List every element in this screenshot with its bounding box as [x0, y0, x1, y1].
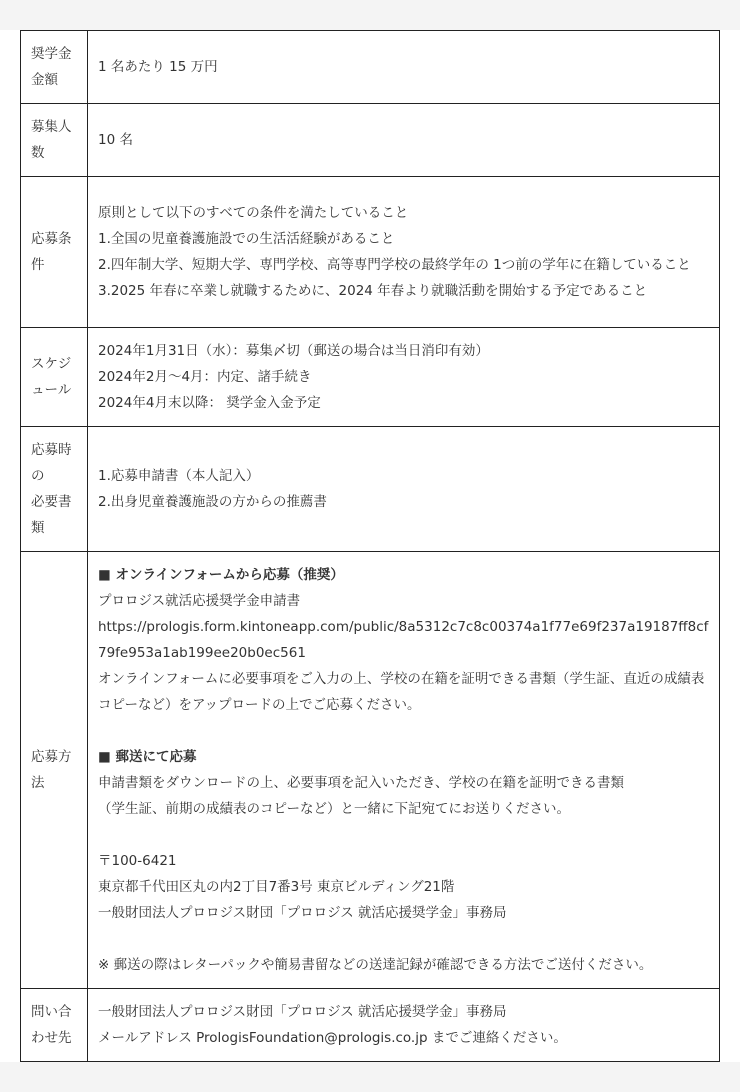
recruits-value: 10 名: [98, 132, 133, 148]
row-label: [21, 989, 88, 1062]
row-label: [21, 427, 88, 552]
row-method: [21, 552, 720, 989]
postal-code: 〒100-6421: [98, 853, 177, 869]
amount-value: 1 名あたり 15 万円: [98, 59, 218, 75]
label-line: 募集人: [31, 119, 72, 135]
label-line: 法: [31, 775, 45, 791]
row-label: [21, 552, 88, 989]
row-amount: [21, 31, 720, 104]
form-name: プロロジス就活応援奨学金申請書: [98, 593, 301, 609]
row-conditions: [21, 177, 720, 328]
mail-caution: ※ 郵送の際はレターパックや簡易書留などの送達記録が確認できる方法でご送付ください。: [98, 957, 653, 973]
page-sheet: [0, 30, 740, 1062]
mail-recipient: 一般財団法人プロロジス財団「プロロジス 就活応援奨学金」事務局: [98, 905, 507, 921]
label-line: 必要書: [31, 494, 72, 510]
label-line: 金額: [31, 72, 58, 88]
row-content: [88, 328, 720, 427]
label-line: 類: [31, 520, 45, 536]
row-recruits: [21, 104, 720, 177]
document-line: 2.出身児童養護施設の方からの推薦書: [98, 494, 327, 510]
row-content: [88, 989, 720, 1062]
row-content: [88, 104, 720, 177]
mail-note: 申請書類をダウンロードの上、必要事項を記入いただき、学校の在籍を証明できる書類: [98, 775, 624, 791]
condition-line: 1.全国の児童養護施設での生活活経験があること: [98, 231, 395, 247]
form-url-link[interactable]: https://prologis.form.kintoneapp.com/public/8a5312c7c8c00374a1f77e69f237a19187ff8cf79fe953a1ab199ee20b0ec561: [98, 619, 709, 661]
condition-line: 3.2025 年春に卒業し就職するために、2024 年春より就職活動を開始する予定であること: [98, 283, 648, 299]
row-label: [21, 104, 88, 177]
label-line: ュール: [31, 382, 72, 398]
online-note: オンラインフォームに必要事項をご入力の上、学校の在籍を証明できる書類（学生証、直近の成績表コピーなど）をアップロードの上でご応募ください。: [98, 671, 705, 713]
label-line: 件: [31, 257, 45, 273]
row-label: [21, 31, 88, 104]
label-line: 応募条: [31, 231, 72, 247]
scholarship-info-table: [20, 30, 720, 1062]
schedule-line: 2024年2月～4月：内定、諸手続き: [98, 369, 312, 385]
online-heading: ■ オンラインフォームから応募（推奨）: [98, 567, 344, 583]
schedule-line: 2024年4月末以降： 奨学金入金予定: [98, 395, 321, 411]
row-content: [88, 427, 720, 552]
label-line: 奨学金: [31, 46, 72, 62]
mail-heading: ■ 郵送にて応募: [98, 749, 197, 765]
row-documents: [21, 427, 720, 552]
row-contact: [21, 989, 720, 1062]
label-line: 応募方: [31, 749, 72, 765]
contact-email[interactable]: メールアドレス PrologisFoundation@prologis.co.jp までご連絡ください。: [98, 1030, 567, 1046]
blank-line: [98, 926, 711, 952]
row-content: [88, 177, 720, 328]
condition-line: 2.四年制大学、短期大学、専門学校、高等専門学校の最終学年の 1つ前の学年に在籍していること: [98, 257, 691, 273]
label-line: の: [31, 468, 45, 484]
blank-line: [98, 822, 711, 848]
label-line: わせ先: [31, 1030, 72, 1046]
row-label: [21, 328, 88, 427]
document-line: 1.応募申請書（本人記入）: [98, 468, 260, 484]
mail-note: （学生証、前期の成績表のコピーなど）と一緒に下記宛てにお送りください。: [98, 801, 570, 817]
label-line: 数: [31, 145, 45, 161]
condition-line: 原則として以下のすべての条件を満たしていること: [98, 205, 409, 221]
label-line: スケジ: [31, 356, 72, 372]
mailing-address: 東京都千代田区丸の内2丁目7番3号 東京ビルディング21階: [98, 879, 455, 895]
contact-organization: 一般財団法人プロロジス財団「プロロジス 就活応援奨学金」事務局: [98, 1004, 507, 1020]
label-line: 応募時: [31, 442, 72, 458]
row-content: [88, 31, 720, 104]
label-line: 問い合: [31, 1004, 72, 1020]
row-label: [21, 177, 88, 328]
schedule-line: 2024年1月31日（水）：募集〆切（郵送の場合は当日消印有効）: [98, 343, 489, 359]
row-content: [88, 552, 720, 989]
blank-line: [98, 718, 711, 744]
row-schedule: [21, 328, 720, 427]
